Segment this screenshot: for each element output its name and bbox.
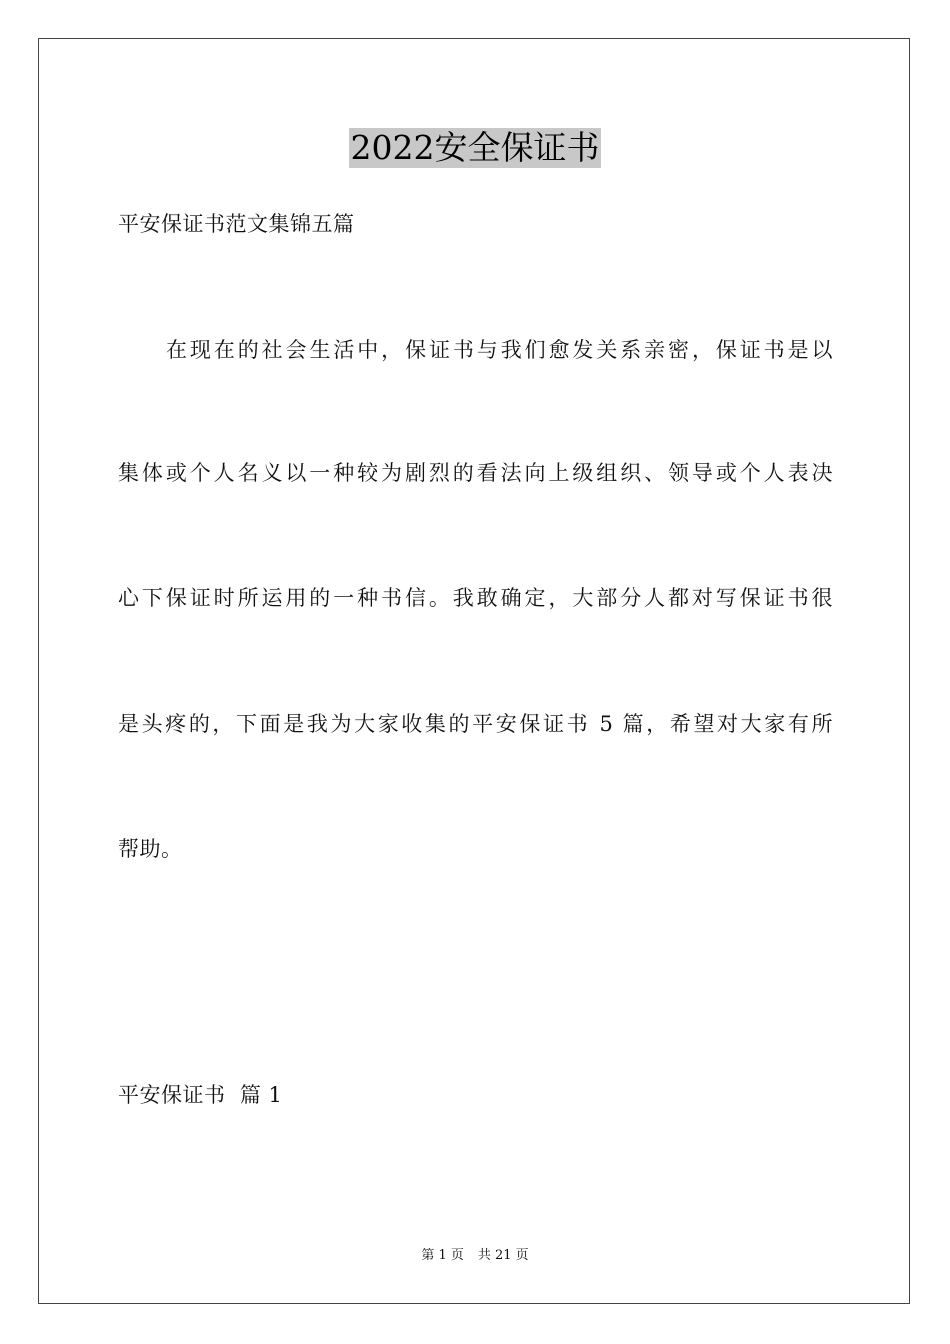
paragraph-line-4: 是头疼的，下面是我为大家收集的平安保证书 5 篇，希望对大家有所 — [118, 712, 833, 736]
page-total: 共 21 页 — [477, 1248, 529, 1263]
paragraph-line-2: 集体或个人名义以一种较为剧烈的看法向上级组织、领导或个人表决 — [118, 461, 833, 485]
paragraph-line-1: 在现在的社会生活中，保证书与我们愈发关系亲密，保证书是以 — [166, 338, 833, 362]
document-subtitle: 平安保证书范文集锦五篇 — [118, 212, 355, 236]
page-footer — [0, 1247, 950, 1265]
paragraph-line-5: 帮助。 — [118, 837, 183, 861]
section-heading: 平安保证书 篇 1 — [118, 1083, 283, 1107]
paragraph-line-3: 心下保证时所运用的一种书信。我敢确定，大部分人都对写保证书很 — [118, 586, 833, 610]
page-number: 第 1 页 — [421, 1248, 464, 1263]
document-title: 2022安全保证书 — [350, 128, 600, 167]
title-container — [0, 128, 950, 168]
